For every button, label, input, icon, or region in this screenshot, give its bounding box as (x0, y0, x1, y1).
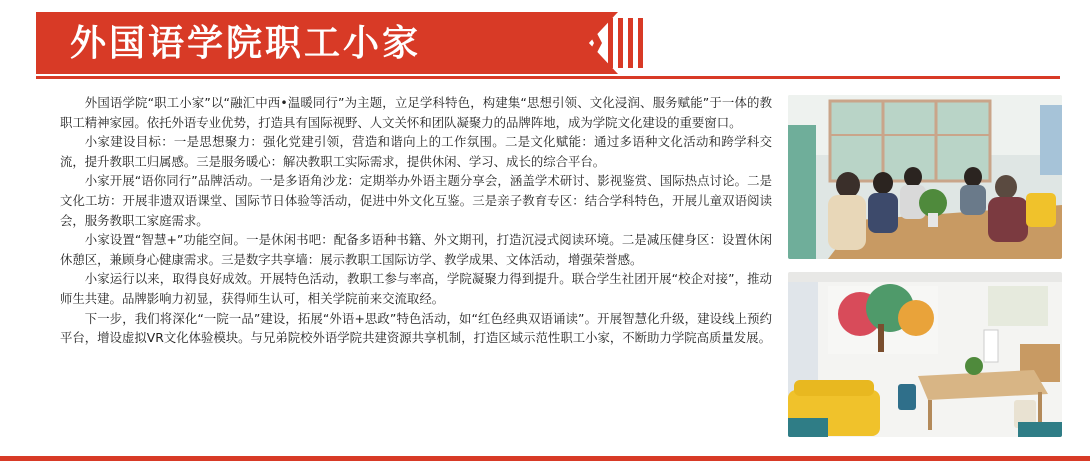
chevron-right-icon (576, 12, 646, 74)
paragraph-goals: 小家建设目标：一是思想聚力：强化党建引领，营造和谐向上的工作氛围。二是文化赋能：通过多语种文化活动和跨学科交流，提升教职工归属感。三是服务暖心：解决教职工实际需求，提供休闲、学习、成长的综合平台。 (60, 134, 772, 169)
paragraph-spaces: 小家设置“智慧+”功能空间。一是休闲书吧：配备多语种书籍、外文期刊，打造沉浸式阅读环境。二是减压健身区：设置休闲休憩区，兼顾身心健康需求。三是数字共享墙：展示教职工国际访学、教学成果、文体活动，增强荣誉感。 (60, 232, 772, 267)
page-title: 外国语学院职工小家 (70, 23, 422, 64)
photo-lounge (788, 272, 1062, 437)
paragraph-next-steps: 下一步，我们将深化“一院一品”建设，拓展“外语+思政”特色活动，如“红色经典双语诵读”。开展智慧化升级，建设线上预约平台，增设虚拟VR文化体验模块。与兄弟院校外语学院共建资源共享机制，打造区域示范性职工小家，不断助力学院高质量发展。 (60, 310, 772, 346)
paragraph-activities: 小家开展“语你同行”品牌活动。一是多语角沙龙：定期举办外语主题分享会，涵盖学术研讨、影视鉴赏、国际热点讨论。二是文化工坊：开展非遗双语课堂、国际节日体验等活动，促进中外文化互鉴。三是亲子教育专区：结合学科特色，开展儿童双语阅读会，服务教职工家庭需求。 (60, 173, 772, 228)
article-body (60, 93, 772, 348)
footer-divider (0, 456, 1090, 461)
paragraph-results: 小家运行以来，取得良好成效。开展特色活动，教职工参与率高，学院凝聚力得到提升。联合学生社团开展“校企对接”，推动师生共建。品牌影响力初显，获得师生认可，相关学院前来交流取经。 (60, 271, 772, 306)
header-divider (36, 76, 1060, 79)
paragraph-intro: 外国语学院“职工小家”以“融汇中西•温暖同行”为主题，立足学科特色，构建集“思想引领、文化浸润、服务赋能”于一体的教职工精神家园。依托外语专业优势，打造具有国际视野、人文关怀和团队凝聚力的品牌阵地，成为学院文化建设的重要窗口。 (60, 95, 772, 130)
photo-meeting (788, 95, 1062, 259)
